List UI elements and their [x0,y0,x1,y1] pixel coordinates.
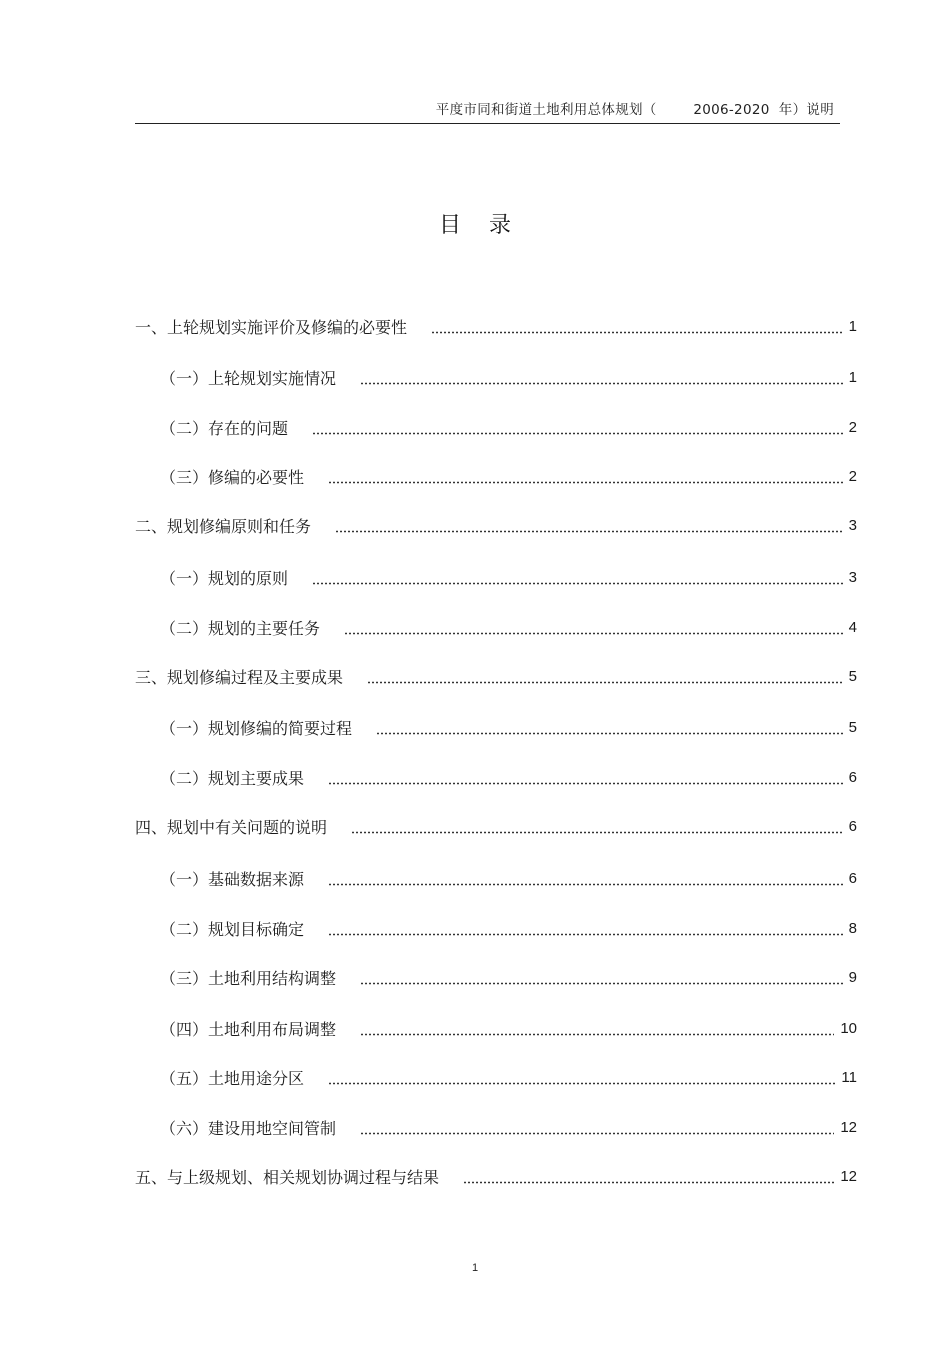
toc-entry[interactable] [135,664,857,688]
toc-dot-leader [328,771,843,785]
toc-entry-label: （一）上轮规划实施情况 [160,368,337,388]
toc-entry-label: （三）修编的必要性 [160,467,305,487]
toc-entry[interactable] [160,916,857,940]
toc-entry[interactable] [160,565,857,589]
toc-entry-page: 1 [848,317,857,335]
toc-dot-leader [360,371,843,385]
toc-entry-label: （二）规划主要成果 [160,768,305,788]
toc-entry-page: 8 [848,919,857,937]
toc-entry-label: 三、规划修编过程及主要成果 [135,667,344,687]
header-rule [135,123,840,124]
toc-entry-label: 五、与上级规划、相关规划协调过程与结果 [135,1167,440,1187]
toc-dot-leader [312,571,843,585]
toc-entry-label: 一、上轮规划实施评价及修编的必要性 [135,317,408,337]
toc-entry-page: 6 [848,817,857,835]
toc-dot-leader [360,971,843,985]
toc-dot-leader [367,670,843,684]
toc-entry-label: （四）土地利用布局调整 [160,1019,337,1039]
toc-entry[interactable] [160,464,857,488]
toc-entry[interactable] [160,866,857,890]
toc-dot-leader [328,922,843,936]
toc-entry-page: 4 [848,618,857,636]
toc-entry-page: 5 [848,718,857,736]
toc-entry[interactable] [160,1065,857,1089]
toc-entry-label: （一）规划修编的简要过程 [160,718,353,738]
toc-entry-label: （五）土地用途分区 [160,1068,305,1088]
toc-entry-page: 2 [848,467,857,485]
toc-entry-label: （二）规划的主要任务 [160,618,321,638]
toc-entry-label: 二、规划修编原则和任务 [135,516,312,536]
running-header: 平度市同和街道土地利用总体规划（ 2006-2020 年）说明 [435,102,834,118]
toc-entry-page: 3 [848,568,857,586]
toc-entry-label: （二）存在的问题 [160,418,289,438]
toc-entry-page: 2 [848,418,857,436]
toc-dot-leader [376,721,843,735]
toc-entry-label: （二）规划目标确定 [160,919,305,939]
toc-entry[interactable] [160,615,857,639]
toc-entry-page: 1 [848,368,857,386]
toc-entry-label: （六）建设用地空间管制 [160,1118,337,1138]
toc-entry[interactable] [160,415,857,439]
toc-entry[interactable] [160,965,857,989]
toc-entry-page: 12 [840,1167,857,1185]
toc-entry-page: 6 [848,768,857,786]
toc-dot-leader [360,1121,834,1135]
toc-entry-label: （一）规划的原则 [160,568,289,588]
toc-dot-leader [312,421,843,435]
toc-entry-page: 10 [840,1019,857,1037]
toc-title: 目录 [438,213,539,238]
toc-entry[interactable] [160,1115,857,1139]
toc-entry-label: （一）基础数据来源 [160,869,305,889]
toc-entry-label: 四、规划中有关问题的说明 [135,817,328,837]
toc-dot-leader [344,621,843,635]
toc-entry[interactable] [160,365,857,389]
toc-entry-page: 5 [848,667,857,685]
toc-dot-leader [431,320,843,334]
toc-entry[interactable] [135,513,857,537]
toc-dot-leader [360,1022,834,1036]
toc-entry[interactable] [160,1016,857,1040]
toc-entry[interactable] [135,1164,857,1188]
toc-entry-page: 12 [840,1118,857,1136]
toc-dot-leader [328,1071,835,1085]
toc-entry-page: 9 [848,968,857,986]
toc-dot-leader [328,470,843,484]
toc-entry[interactable] [160,765,857,789]
toc-entry-page: 3 [848,516,857,534]
toc-entry-label: （三）土地利用结构调整 [160,968,337,988]
page-number: 1 [471,1262,479,1274]
toc-dot-leader [351,820,843,834]
toc-entry[interactable] [135,814,857,838]
toc-entry-page: 11 [841,1068,857,1086]
toc-dot-leader [328,872,843,886]
toc-entry[interactable] [160,715,857,739]
toc-dot-leader [463,1170,834,1184]
toc-dot-leader [335,519,843,533]
toc-entry-page: 6 [848,869,857,887]
toc-entry[interactable] [135,314,857,338]
